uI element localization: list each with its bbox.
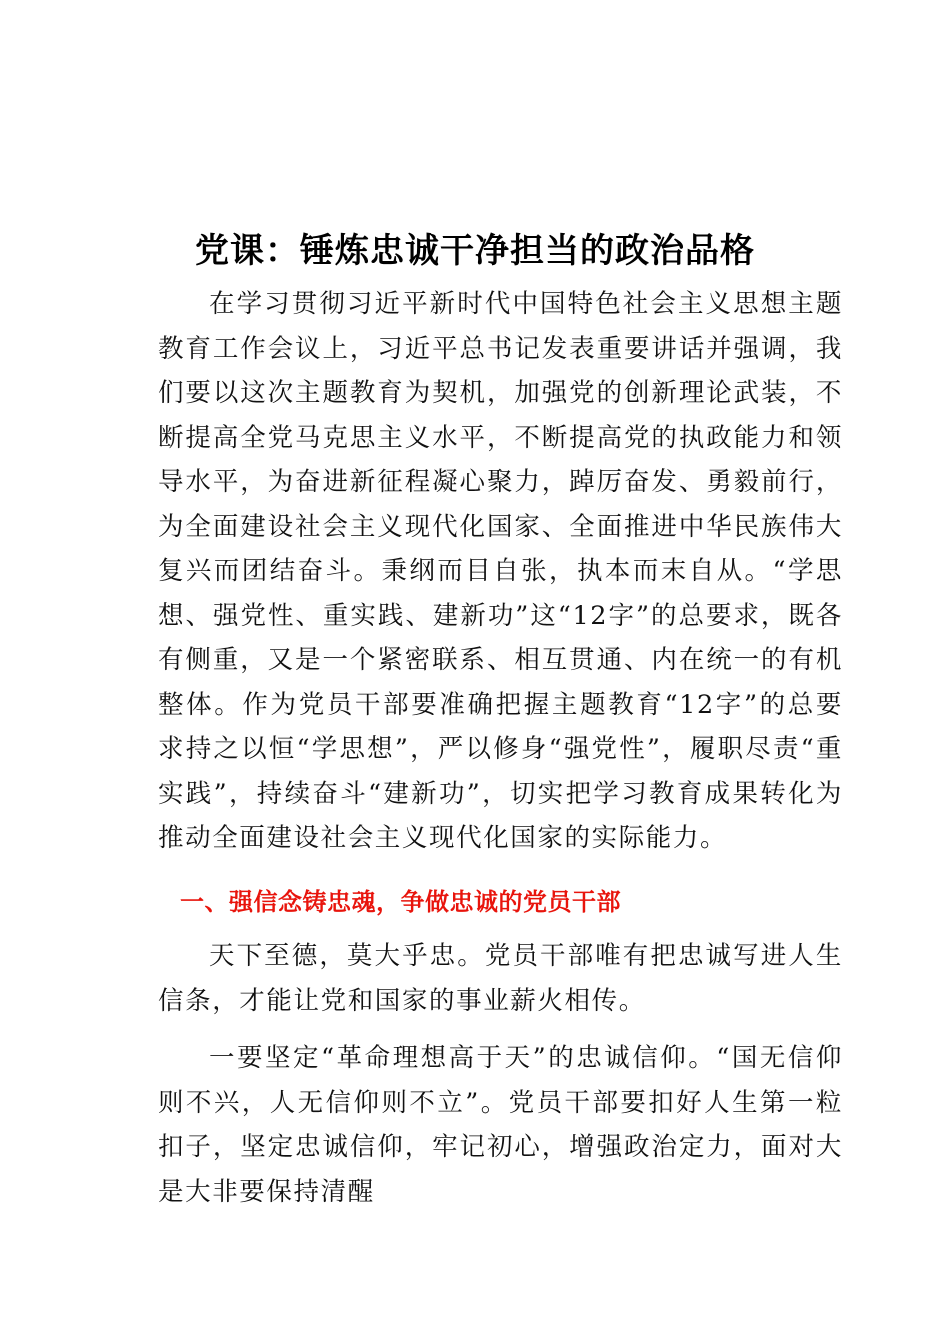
body-paragraph-2: 天下至德，莫大乎忠。党员干部唯有把忠诚写进人生信条，才能让党和国家的事业薪火相传。: [158, 941, 843, 1016]
body-paragraph-3: 一要坚定“革命理想高于天”的忠诚信仰。“国无信仰则不兴，人无信仰则不立”。党员干部要扣好人生第一粒扣子，坚定忠诚信仰，牢记初心，增强政治定力，面对大是大非要保持清醒: [158, 1043, 843, 1207]
section-heading-1: 一、强信念铸忠魂，争做忠诚的党员干部: [180, 888, 621, 916]
intro-paragraph: 在学习贯彻习近平新时代中国特色社会主义思想主题教育工作会议上，习近平总书记发表重要讲话并强调，我们要以这次主题教育为契机，加强党的创新理论武装，不断提高全党马克思主义水平，不断提高党的执政能力和领导水平，为奋进新征程凝心聚力，踔厉奋发、勇毅前行，为全面建设社会主义现代化国家、全面推进中华民族伟大复兴而团结奋斗。秉纲而目自张，执本而末自从。“学思想、强党性、重实践、建新功”这“12字”的总要求，既各有侧重，又是一个紧密联系、相互贯通、内在统一的有机整体。作为党员干部要准确把握主题教育“12字”的总要求持之以恒“学思想”，严以修身“强党性”，履职尽责“重实践”，持续奋斗“建新功”，切实把学习教育成果转化为推动全面建设社会主义现代化国家的实际能力。: [158, 289, 843, 853]
document-title: 党课：锤炼忠诚干净担当的政治品格: [195, 230, 755, 271]
